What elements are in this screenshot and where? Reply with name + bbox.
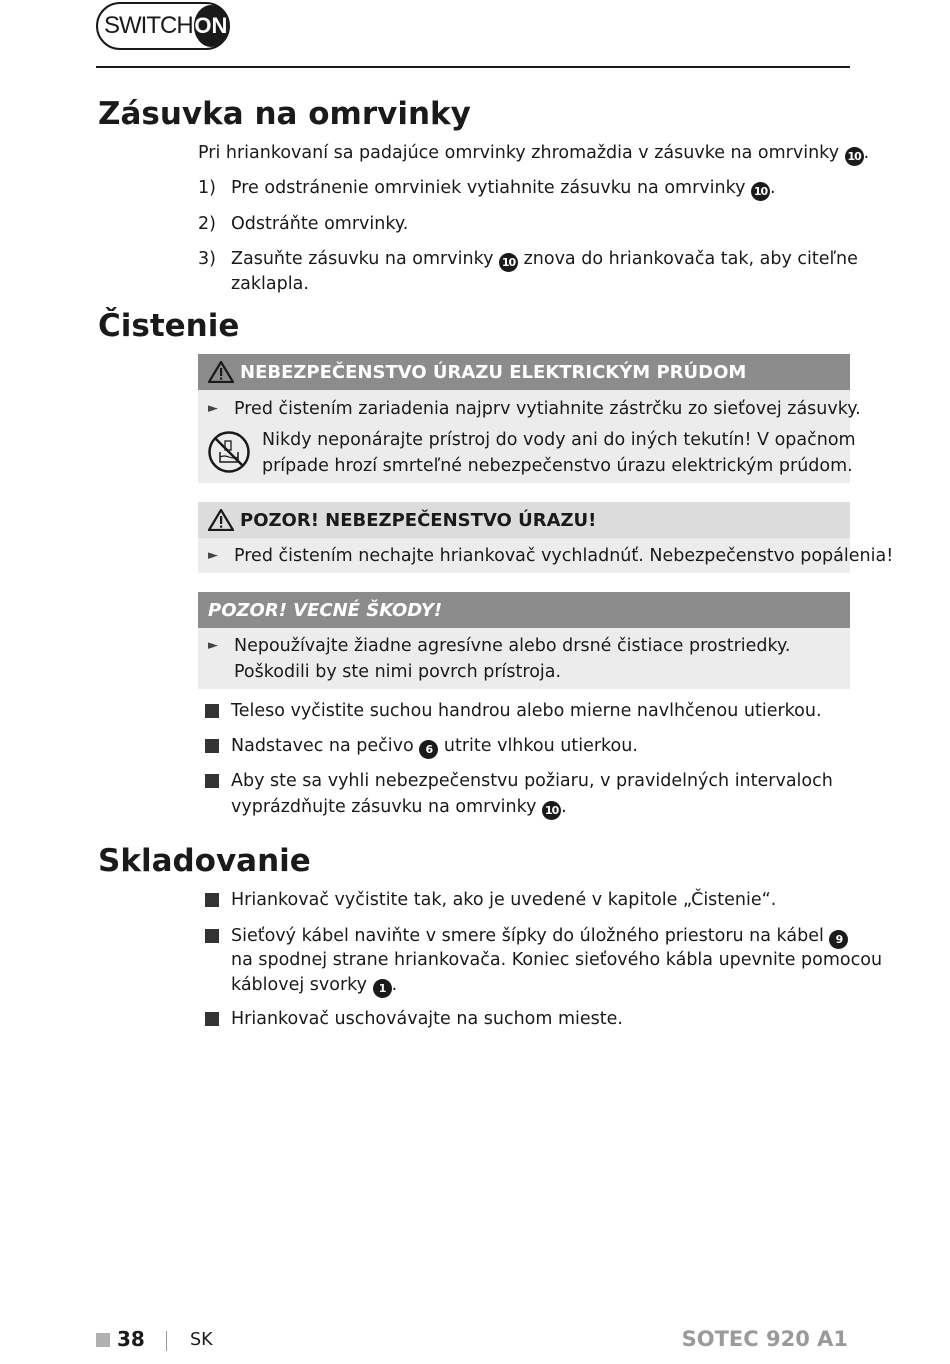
storage-bullet-cont: na spodnej strane hriankovača. Koniec sieťového kábla upevnite pomocou — [231, 950, 883, 970]
logo-switch-text: SWITCH — [104, 12, 193, 39]
square-bullet-icon — [205, 774, 219, 788]
ref-10-icon: 10 — [542, 801, 561, 820]
square-bullet-icon — [205, 739, 219, 753]
ref-10-icon: 10 — [751, 182, 770, 201]
storage-bullet: Hriankovač uschovávajte na suchom mieste. — [231, 1009, 623, 1029]
warning-injury-item: Pred čistením nechajte hriankovač vychladnúť. Nebezpečenstvo popálenia! — [234, 546, 894, 566]
footer-marker — [96, 1333, 110, 1347]
drawer-intro: Pri hriankovaní sa padajúce omrvinky zhromaždia v zásuvke na omrvinky 10 . — [198, 141, 869, 166]
step-text-cont: zaklapla. — [231, 274, 309, 294]
language-code: SK — [190, 1330, 213, 1350]
warning-electric-title: NEBEZPEČENSTVO ÚRAZU ELEKTRICKÝM PRÚDOM — [240, 361, 747, 383]
warning-damage-header — [198, 592, 850, 628]
warning-injury-title: POZOR! NEBEZPEČENSTVO ÚRAZU! — [240, 509, 597, 531]
header-rule — [96, 66, 850, 68]
page-number: 38 — [117, 1327, 145, 1351]
warning-electric-note-cont: prípade hrozí smrteľné nebezpečenstvo úrazu elektrickým prúdom. — [262, 456, 853, 476]
square-bullet-icon — [205, 929, 219, 943]
ref-1-icon: 1 — [373, 979, 392, 998]
step-text: Pre odstránenie omrviniek vytiahnite zásuvku na omrvinky 10 . — [231, 176, 776, 201]
warning-electric-header — [198, 354, 850, 390]
no-immerse-icon — [207, 430, 251, 478]
arrow-bullet-icon: ► — [208, 401, 218, 416]
square-bullet-icon — [205, 1012, 219, 1026]
section-title-cleaning: Čistenie — [98, 308, 240, 344]
arrow-bullet-icon: ► — [208, 548, 218, 563]
step-number: 1) — [198, 178, 216, 198]
step-text: Odstráňte omrvinky. — [231, 214, 409, 234]
logo-on-badge: ON — [194, 5, 228, 47]
ref-6-icon: 6 — [419, 740, 438, 759]
ref-9-icon: 9 — [829, 930, 848, 949]
warning-triangle-icon — [208, 509, 234, 531]
footer-separator — [166, 1331, 167, 1351]
warning-damage-title: POZOR! VECNÉ ŠKODY! — [208, 599, 443, 621]
warning-damage-item: Nepoužívajte žiadne agresívne alebo drsné čistiace prostriedky. — [234, 636, 791, 656]
cleaning-bullet-cont: vyprázdňujte zásuvku na omrvinky 10 . — [231, 795, 567, 820]
ref-10-icon: 10 — [499, 253, 518, 272]
arrow-bullet-icon: ► — [208, 638, 218, 653]
brand-logo — [96, 2, 230, 50]
cleaning-bullet: Aby ste sa vyhli nebezpečenstvu požiaru, v pravidelných intervaloch — [231, 771, 833, 791]
section-title-drawer: Zásuvka na omrvinky — [98, 96, 471, 132]
step-number: 2) — [198, 214, 216, 234]
storage-bullet: Sieťový kábel naviňte v smere šípky do úložného priestoru na kábel 9 — [231, 924, 848, 949]
square-bullet-icon — [205, 704, 219, 718]
square-bullet-icon — [205, 893, 219, 907]
warning-electric-note: Nikdy neponárajte prístroj do vody ani do iných tekutín! V opačnom — [262, 430, 856, 450]
warning-triangle-icon — [208, 361, 234, 383]
model-name: SOTEC 920 A1 — [681, 1327, 848, 1351]
ref-10-icon: 10 — [845, 147, 864, 166]
step-text: Zasuňte zásuvku na omrvinky 10 znova do hriankovača tak, aby citeľne — [231, 247, 858, 272]
warning-electric-item: Pred čistením zariadenia najprv vytiahnite zástrčku zo sieťovej zásuvky. — [234, 399, 861, 419]
section-title-storage: Skladovanie — [98, 843, 311, 879]
warning-damage-item-cont: Poškodili by ste nimi povrch prístroja. — [234, 662, 562, 682]
cleaning-bullet: Teleso vyčistite suchou handrou alebo mierne navlhčenou utierkou. — [231, 701, 822, 721]
step-number: 3) — [198, 249, 216, 269]
warning-injury-header — [198, 502, 850, 538]
storage-bullet: Hriankovač vyčistite tak, ako je uvedené v kapitole „Čistenie“. — [231, 890, 777, 910]
cleaning-bullet: Nadstavec na pečivo 6 utrite vlhkou utierkou. — [231, 734, 638, 759]
storage-bullet-cont: káblovej svorky 1 . — [231, 973, 397, 998]
